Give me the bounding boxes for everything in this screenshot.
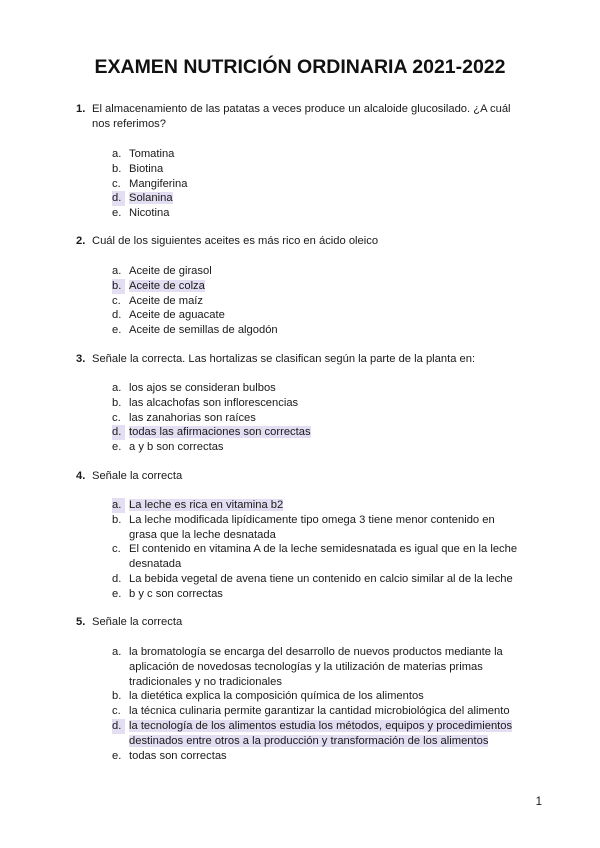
option-letter: e.: [112, 441, 122, 454]
options-list-1: [112, 147, 522, 221]
option-letter: a.: [112, 646, 122, 658]
option-text: Tomatina: [129, 148, 175, 160]
option-letter: e.: [112, 207, 122, 220]
option-letter: d.: [112, 425, 125, 440]
option-text: Aceite de girasol: [129, 265, 212, 277]
option-text: b y c son correctas: [129, 587, 223, 600]
option-text: las alcachofas son inflorescencias: [129, 396, 299, 409]
option-letter: d.: [112, 572, 122, 585]
option-text: todas son correctas: [129, 749, 227, 762]
option-3c: [112, 411, 522, 426]
option-2c: [112, 294, 522, 309]
option-letter: a.: [112, 498, 125, 513]
option-text: Nicotina: [129, 207, 170, 220]
option-letter: c.: [112, 705, 121, 718]
option-1b: [112, 162, 522, 177]
option-text: Aceite de aguacate: [129, 309, 225, 322]
option-letter: c.: [112, 543, 121, 556]
option-3e: [112, 440, 522, 455]
option-letter: b.: [112, 279, 125, 294]
option-letter: a.: [112, 265, 122, 277]
option-text: las zanahorias son raíces: [129, 411, 256, 424]
option-letter: b.: [112, 396, 122, 409]
option-text: El contenido en vitamina A de la leche semidesnatada es igual que en la leche desnatada: [129, 543, 518, 571]
option-5c: [112, 704, 522, 719]
option-letter: a.: [112, 148, 122, 160]
option-text: La leche modificada lipídicamente tipo omega 3 tiene menor contenido en grasa que la leche desnatada: [129, 513, 495, 541]
option-text: La leche es rica en vitamina b2: [129, 499, 284, 511]
option-text: los ajos se consideran bulbos: [129, 382, 276, 394]
question-number: 5.: [76, 616, 86, 628]
option-1c: [112, 177, 522, 192]
option-text: Solanina: [129, 192, 173, 205]
option-2d: [112, 308, 522, 323]
options-list-5: [112, 645, 522, 763]
question-text: Cuál de los siguientes aceites es más rico en ácido oleico: [92, 235, 379, 247]
option-letter: c.: [112, 294, 121, 307]
option-text: la bromatología se encarga del desarrollo de nuevos productos mediante la aplicación de novedosas tecnologías y la utilización de materias primas tradicionales y no tradicionales: [129, 646, 503, 688]
option-letter: d.: [112, 719, 125, 734]
option-letter: c.: [112, 411, 121, 424]
question-text: Señale la correcta. Las hortalizas se clasifican según la parte de la planta en:: [92, 353, 476, 365]
option-text: la técnica culinaria permite garantizar la cantidad microbiológica del alimento: [129, 705, 510, 718]
question-text: El almacenamiento de las patatas a veces produce un alcaloide glucosilado. ¿A cuál nos referimos?: [92, 103, 511, 130]
option-text: todas las afirmaciones son correctas: [129, 426, 311, 439]
option-2b-highlighted: [112, 279, 522, 294]
question-number: 4.: [76, 470, 86, 482]
question-2: [76, 234, 516, 249]
option-3a: [112, 381, 522, 396]
page-title: EXAMEN NUTRICIÓN ORDINARIA 2021-2022: [94, 56, 506, 78]
option-letter: a.: [112, 382, 122, 394]
option-text: a y b son correctas: [129, 441, 224, 454]
option-1d-highlighted: [112, 191, 522, 206]
option-5d-highlighted: [112, 719, 522, 749]
option-5a: [112, 645, 522, 689]
option-text: Biotina: [129, 162, 164, 175]
page-number: 1: [535, 796, 542, 808]
question-number: 2.: [76, 235, 86, 247]
options-list-4: [112, 498, 522, 602]
question-number: 3.: [76, 353, 86, 365]
option-1e: [112, 206, 522, 221]
option-text: la dietética explica la composición química de los alimentos: [129, 690, 424, 703]
question-5: [76, 615, 516, 630]
option-letter: b.: [112, 690, 122, 703]
option-4e: [112, 587, 522, 602]
option-text: Aceite de semillas de algodón: [129, 324, 278, 337]
option-2e: [112, 323, 522, 338]
option-3b: [112, 396, 522, 411]
question-4: [76, 469, 516, 484]
option-letter: e.: [112, 324, 122, 337]
option-4d: [112, 572, 522, 587]
option-text: Aceite de maíz: [129, 294, 203, 307]
option-4b: [112, 513, 522, 543]
option-letter: b.: [112, 162, 122, 175]
option-text: La bebida vegetal de avena tiene un contenido en calcio similar al de la leche: [129, 572, 513, 585]
option-text: Mangiferina: [129, 177, 188, 190]
option-3d-highlighted: [112, 425, 522, 440]
question-1: [76, 102, 516, 132]
option-letter: d.: [112, 309, 122, 322]
option-4a-highlighted: [112, 498, 522, 513]
options-list-3: [112, 381, 522, 455]
option-letter: e.: [112, 749, 122, 762]
option-letter: c.: [112, 177, 121, 190]
options-list-2: [112, 264, 522, 338]
question-text: Señale la correcta: [92, 616, 183, 628]
option-text: la tecnología de los alimentos estudia los métodos, equipos y procedimientos destinados entre otros a la producción y transformación de los alimentos: [129, 719, 513, 747]
question-3: [76, 352, 516, 367]
question-number: 1.: [76, 103, 86, 115]
option-5e: [112, 749, 522, 764]
option-2a: [112, 264, 522, 279]
option-letter: b.: [112, 513, 122, 526]
option-5b: [112, 689, 522, 704]
option-4c: [112, 542, 522, 572]
option-text: Aceite de colza: [129, 279, 205, 292]
option-1a: [112, 147, 522, 162]
option-letter: e.: [112, 587, 122, 600]
question-text: Señale la correcta: [92, 470, 183, 482]
option-letter: d.: [112, 191, 125, 206]
